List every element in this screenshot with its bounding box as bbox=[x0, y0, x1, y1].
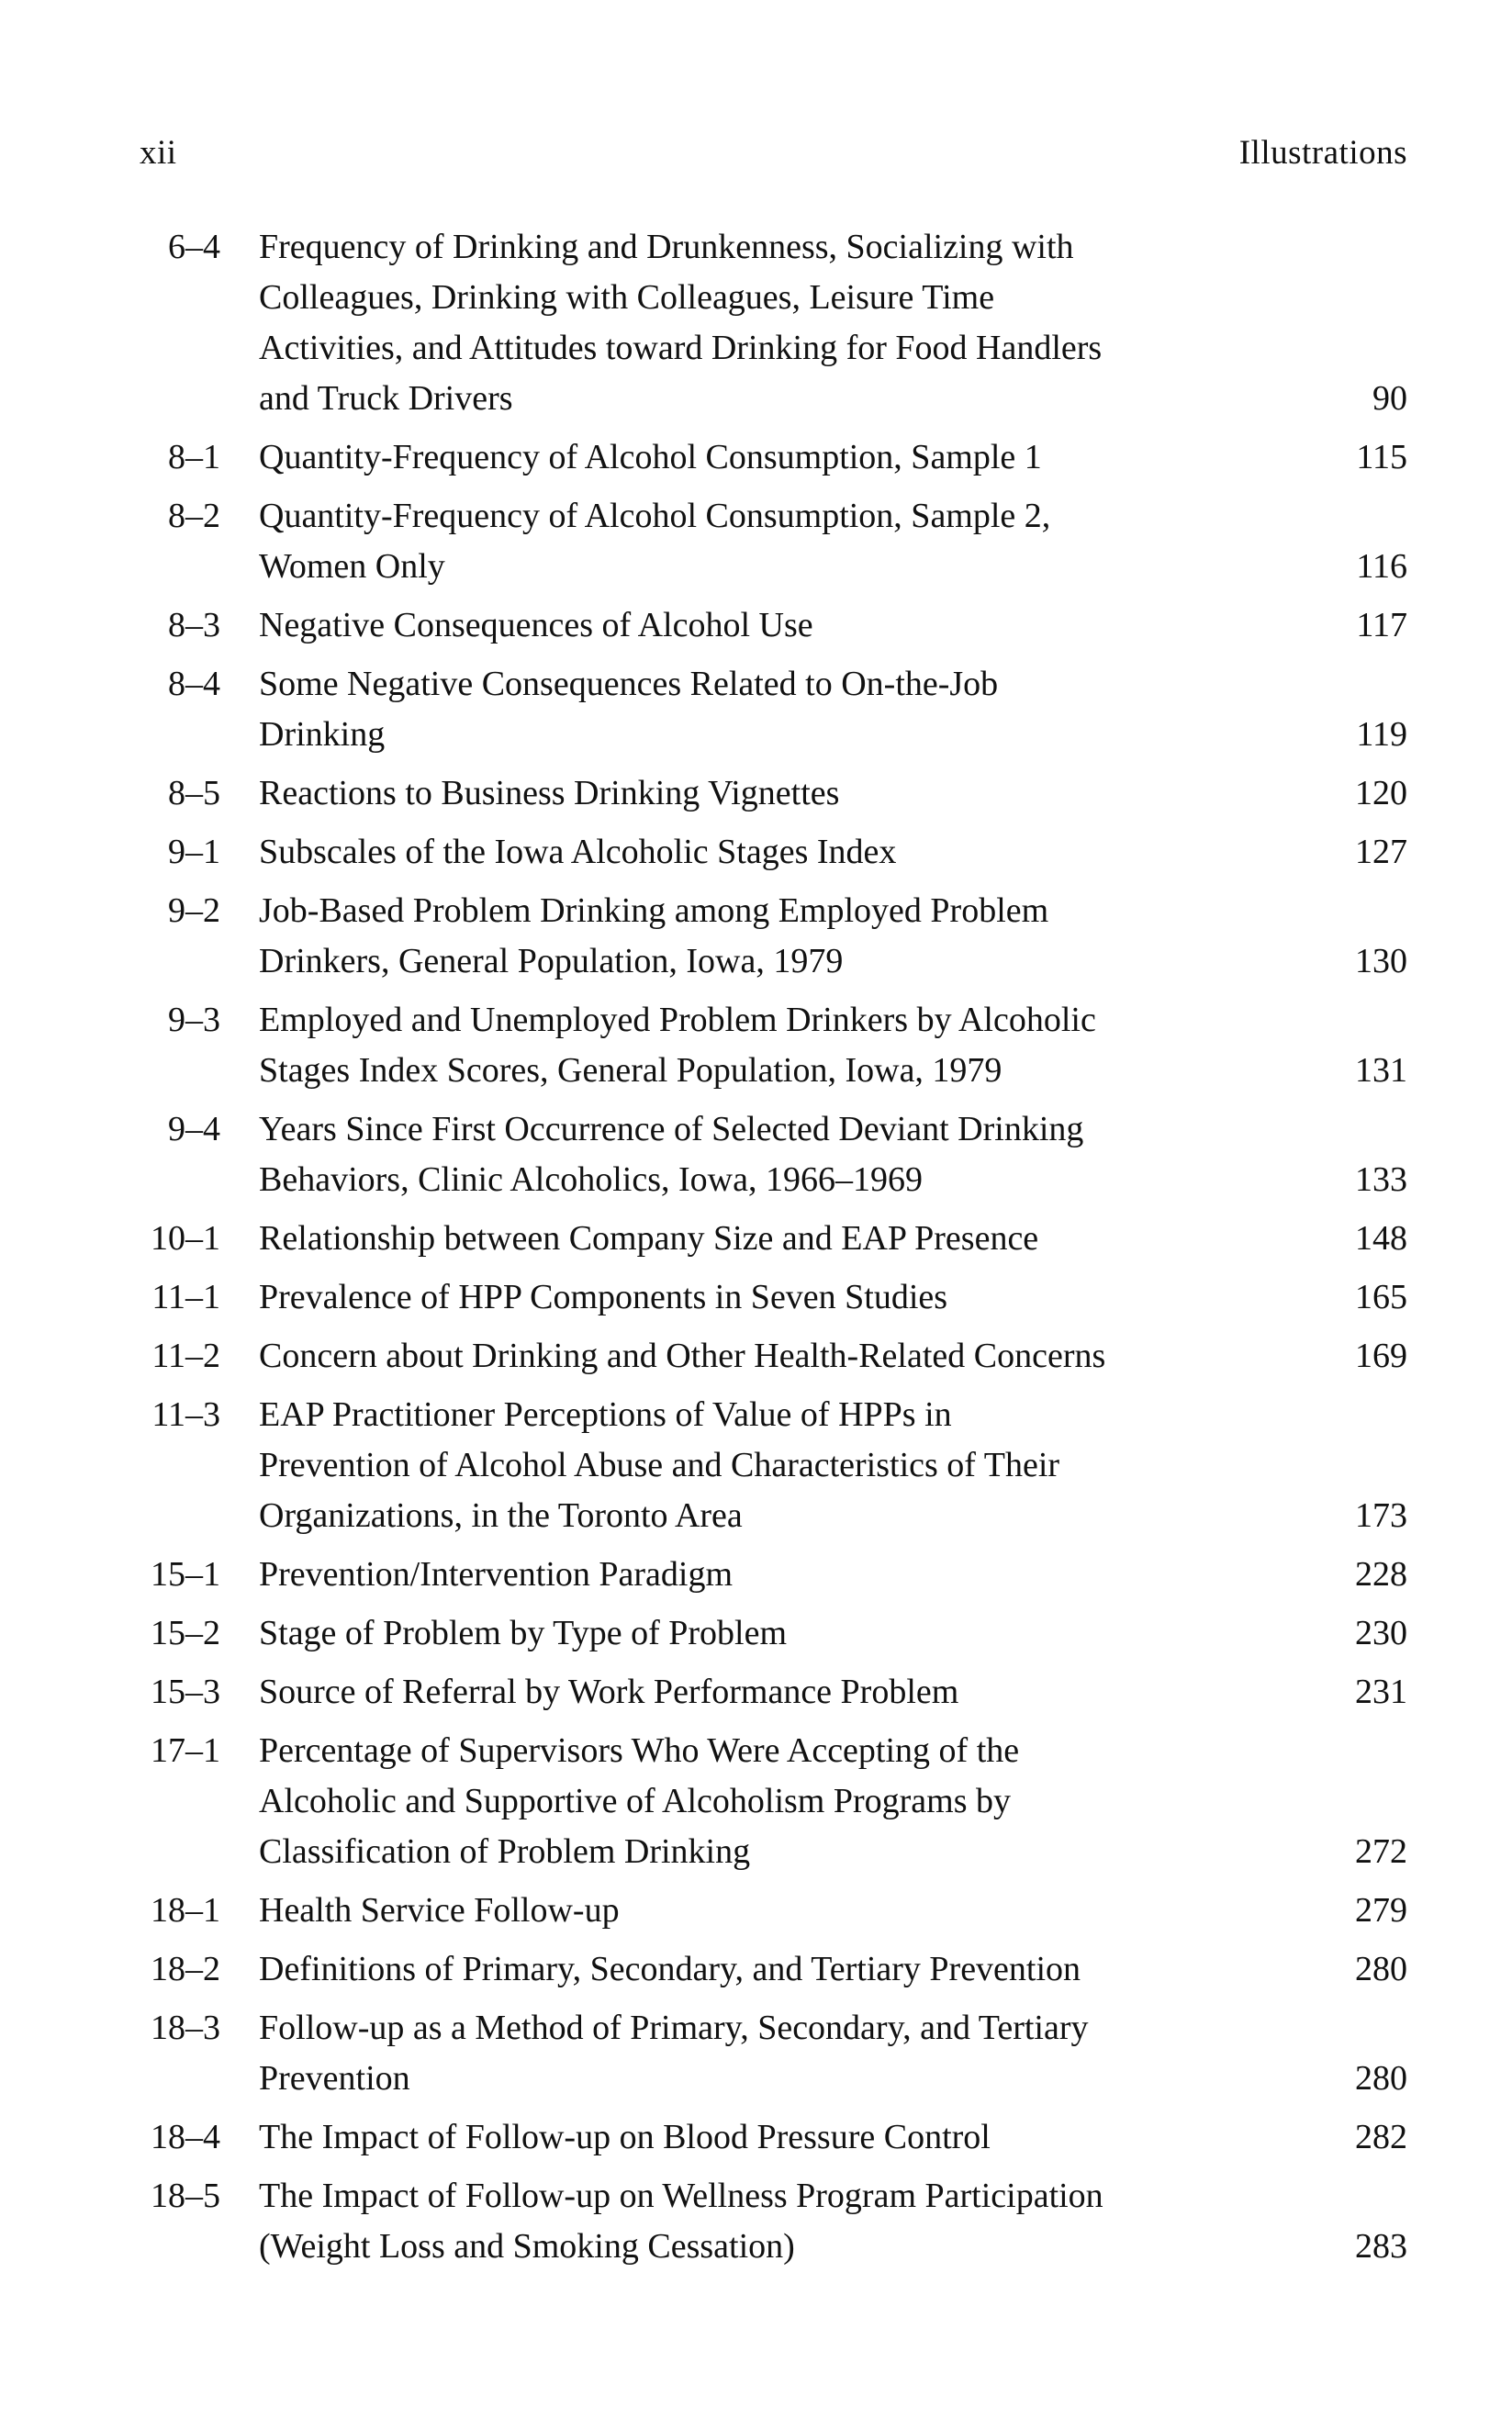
list-item bbox=[127, 2112, 1407, 2163]
page-reference: 169 bbox=[1355, 1337, 1407, 1375]
table-title: Health Service Follow-up bbox=[259, 1891, 620, 1930]
list-item bbox=[127, 222, 1407, 424]
table-title: Percentage of Supervisors Who Were Accepting of the Alcoholic and Supportive of Alcoholism Programs by Classification of Problem Drinking bbox=[259, 1731, 1020, 1871]
list-item bbox=[127, 1608, 1407, 1659]
list-item bbox=[127, 2171, 1407, 2272]
list-item bbox=[127, 491, 1407, 592]
page-reference: 280 bbox=[1355, 1950, 1407, 1988]
table-title: Subscales of the Iowa Alcoholic Stages Index bbox=[259, 833, 897, 871]
table-number: 9–4 bbox=[168, 1110, 220, 1148]
list-item bbox=[127, 1331, 1407, 1382]
page-reference: 148 bbox=[1355, 1219, 1407, 1258]
page-reference: 127 bbox=[1355, 833, 1407, 871]
table-title: Follow-up as a Method of Primary, Secondary, and Tertiary Prevention bbox=[259, 2009, 1089, 2098]
table-number: 8–3 bbox=[168, 606, 220, 644]
list-item bbox=[127, 1667, 1407, 1718]
table-number: 18–4 bbox=[151, 2118, 220, 2156]
table-title: Concern about Drinking and Other Health-Related Concerns bbox=[259, 1337, 1106, 1375]
page-reference: 131 bbox=[1355, 1051, 1407, 1090]
table-number: 18–5 bbox=[151, 2177, 220, 2215]
page-reference: 272 bbox=[1355, 1832, 1407, 1871]
illustrations-list bbox=[127, 222, 1407, 2280]
list-item bbox=[127, 659, 1407, 760]
table-title: The Impact of Follow-up on Blood Pressure Control bbox=[259, 2118, 991, 2156]
table-number: 9–3 bbox=[168, 1001, 220, 1039]
list-item bbox=[127, 1272, 1407, 1323]
table-number: 15–2 bbox=[151, 1614, 220, 1652]
table-title: Definitions of Primary, Secondary, and Tertiary Prevention bbox=[259, 1950, 1081, 1988]
page-reference: 117 bbox=[1356, 606, 1407, 644]
table-number: 9–1 bbox=[168, 833, 220, 871]
table-number: 8–2 bbox=[168, 497, 220, 535]
table-number: 11–2 bbox=[151, 1337, 220, 1375]
table-number: 6–4 bbox=[168, 228, 220, 266]
table-number: 15–1 bbox=[151, 1555, 220, 1594]
page-reference: 280 bbox=[1355, 2059, 1407, 2098]
page-reference: 283 bbox=[1355, 2227, 1407, 2266]
list-item bbox=[127, 1214, 1407, 1264]
table-title: Job-Based Problem Drinking among Employed Problem Drinkers, General Population, Iowa, 1979 bbox=[259, 891, 1049, 980]
table-number: 9–2 bbox=[168, 891, 220, 930]
list-item bbox=[127, 886, 1407, 987]
list-item bbox=[127, 1726, 1407, 1877]
list-item bbox=[127, 827, 1407, 878]
page-reference: 279 bbox=[1355, 1891, 1407, 1930]
page-reference: 90 bbox=[1372, 379, 1407, 418]
list-item bbox=[127, 600, 1407, 651]
table-number: 8–5 bbox=[168, 774, 220, 812]
table-title: Reactions to Business Drinking Vignettes bbox=[259, 774, 840, 812]
page-reference: 130 bbox=[1355, 942, 1407, 980]
page-reference: 115 bbox=[1356, 438, 1407, 476]
page-reference: 133 bbox=[1355, 1160, 1407, 1199]
table-number: 8–4 bbox=[168, 665, 220, 703]
table-number: 17–1 bbox=[151, 1731, 220, 1770]
page-reference: 231 bbox=[1355, 1673, 1407, 1711]
list-item bbox=[127, 1886, 1407, 1936]
table-title: Stage of Problem by Type of Problem bbox=[259, 1614, 788, 1652]
page-reference: 173 bbox=[1355, 1496, 1407, 1535]
table-title: Employed and Unemployed Problem Drinkers by Alcoholic Stages Index Scores, General Population, Iowa, 1979 bbox=[259, 1001, 1096, 1090]
list-item bbox=[127, 2003, 1407, 2104]
section-title: Illustrations bbox=[1238, 134, 1407, 172]
list-item bbox=[127, 1944, 1407, 1995]
page-reference: 119 bbox=[1356, 715, 1407, 754]
page-number: xii bbox=[140, 134, 177, 172]
list-item bbox=[127, 995, 1407, 1096]
page-reference: 116 bbox=[1356, 547, 1407, 586]
table-title: Prevention/Intervention Paradigm bbox=[259, 1555, 734, 1594]
table-number: 10–1 bbox=[151, 1219, 220, 1258]
table-title: Quantity-Frequency of Alcohol Consumption, Sample 2, Women Only bbox=[259, 497, 1051, 586]
table-title: Relationship between Company Size and EAP Presence bbox=[259, 1219, 1039, 1258]
list-item bbox=[127, 432, 1407, 483]
table-title: Years Since First Occurrence of Selected Deviant Drinking Behaviors, Clinic Alcoholics, Iowa, 1966–1969 bbox=[259, 1110, 1084, 1199]
table-number: 8–1 bbox=[168, 438, 220, 476]
table-number: 15–3 bbox=[151, 1673, 220, 1711]
table-title: EAP Practitioner Perceptions of Value of HPPs in Prevention of Alcohol Abuse and Characteristics of Their Organizations, in the Toronto Area bbox=[259, 1395, 1060, 1535]
list-item bbox=[127, 1390, 1407, 1541]
page-reference: 230 bbox=[1355, 1614, 1407, 1652]
table-number: 18–3 bbox=[151, 2009, 220, 2047]
table-title: Negative Consequences of Alcohol Use bbox=[259, 606, 813, 644]
running-head bbox=[127, 132, 1407, 174]
table-title: The Impact of Follow-up on Wellness Program Participation (Weight Loss and Smoking Cessation) bbox=[259, 2177, 1103, 2266]
table-number: 18–2 bbox=[151, 1950, 220, 1988]
list-item bbox=[127, 1104, 1407, 1205]
book-page bbox=[127, 0, 1407, 2418]
page-reference: 120 bbox=[1355, 774, 1407, 812]
list-item bbox=[127, 768, 1407, 819]
table-title: Prevalence of HPP Components in Seven Studies bbox=[259, 1278, 948, 1316]
table-title: Some Negative Consequences Related to On-the-Job Drinking bbox=[259, 665, 999, 754]
table-title: Source of Referral by Work Performance Problem bbox=[259, 1673, 959, 1711]
table-title: Frequency of Drinking and Drunkenness, Socializing with Colleagues, Drinking with Colleagues, Leisure Time Activities, and Attitudes toward Drinking for Food Handlers and Truck Drivers bbox=[259, 228, 1103, 418]
page-reference: 282 bbox=[1355, 2118, 1407, 2156]
table-number: 18–1 bbox=[151, 1891, 220, 1930]
page-reference: 165 bbox=[1355, 1278, 1407, 1316]
table-number: 11–3 bbox=[151, 1395, 220, 1434]
table-number: 11–1 bbox=[151, 1278, 220, 1316]
table-title: Quantity-Frequency of Alcohol Consumption, Sample 1 bbox=[259, 438, 1042, 476]
list-item bbox=[127, 1550, 1407, 1600]
page-reference: 228 bbox=[1355, 1555, 1407, 1594]
